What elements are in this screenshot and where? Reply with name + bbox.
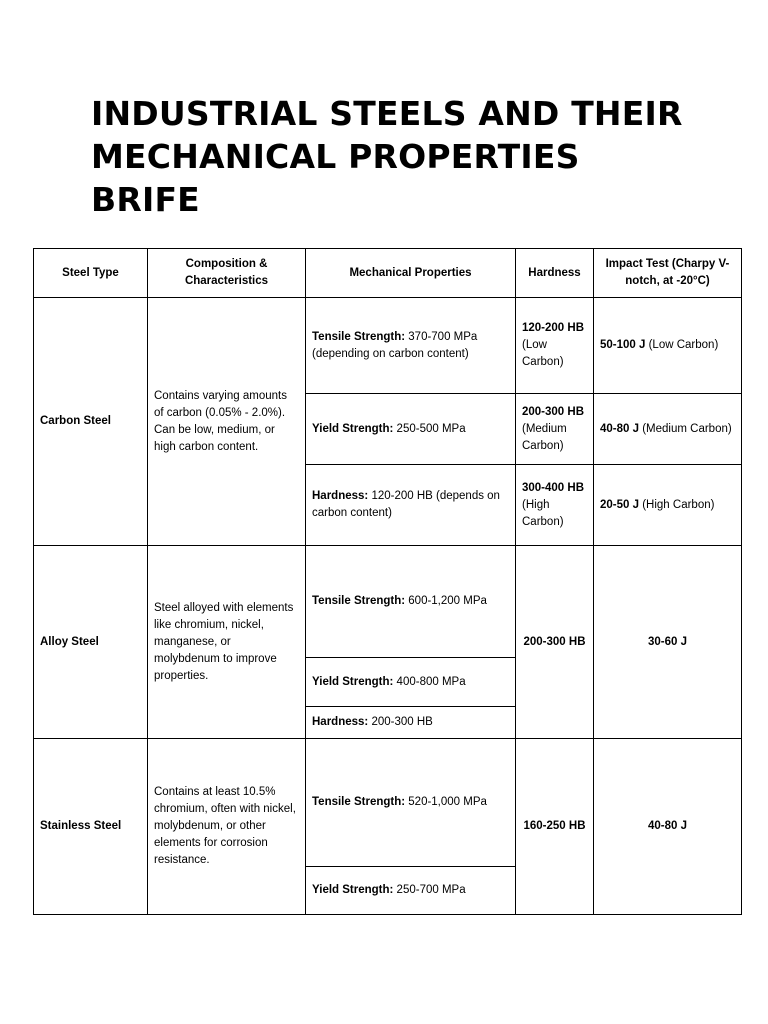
- mechanical-property-cell: [306, 658, 516, 707]
- impact-alloy: 30-60 J: [594, 546, 742, 739]
- mechanical-property-cell: [306, 465, 516, 546]
- mechanical-property-cell: [306, 739, 516, 867]
- composition-stainless: Contains at least 10.5% chromium, often with nickel, molybdenum, or other elements for corrosion resistance.: [148, 739, 306, 915]
- page-title: INDUSTRIAL STEELS AND THEIR MECHANICAL PROPERTIES BRIFE: [91, 94, 683, 219]
- hardness-note: (Low Carbon): [522, 339, 564, 368]
- mechanical-property-cell: [306, 546, 516, 658]
- hardness-note: (Medium Carbon): [522, 422, 567, 452]
- property-value: 250-500 MPa: [393, 422, 466, 435]
- steel-type-alloy: Alloy Steel: [34, 546, 148, 739]
- header-impact-test: Impact Test (Charpy V-notch, at -20°C): [594, 249, 742, 298]
- hardness-cell: [516, 465, 594, 546]
- impact-value: 50-100 J: [600, 339, 646, 351]
- hardness-cell: [516, 298, 594, 394]
- property-label: Tensile Strength:: [312, 796, 406, 808]
- hardness-value: 300-400 HB: [522, 481, 585, 494]
- table-row: [34, 739, 742, 867]
- hardness-cell: [516, 394, 594, 465]
- mechanical-property-cell: [306, 298, 516, 394]
- header-composition: Composition & Characteristics: [148, 249, 306, 298]
- mechanical-property-cell: [306, 707, 516, 739]
- property-value: 600-1,200 MPa: [405, 595, 487, 607]
- table-row: [34, 298, 742, 394]
- header-steel-type: Steel Type: [34, 249, 148, 298]
- hardness-value: 120-200 HB: [522, 322, 585, 334]
- mechanical-property-cell: [306, 394, 516, 465]
- composition-alloy: Steel alloyed with elements like chromium, nickel, manganese, or molybdenum to improve properties.: [148, 546, 306, 739]
- mechanical-property-cell: [306, 867, 516, 915]
- steel-properties-table: [33, 248, 742, 915]
- impact-value: 20-50 J: [600, 498, 640, 511]
- property-label: Yield Strength:: [312, 884, 394, 896]
- property-value: 400-800 MPa: [393, 675, 466, 688]
- steel-type-stainless: Stainless Steel: [34, 739, 148, 915]
- impact-cell: [594, 298, 742, 394]
- property-value: 200-300 HB: [368, 716, 433, 728]
- header-hardness: Hardness: [516, 249, 594, 298]
- impact-note: (Medium Carbon): [639, 422, 732, 435]
- hardness-alloy: 200-300 HB: [516, 546, 594, 739]
- table-row: [34, 546, 742, 658]
- hardness-note: (High Carbon): [522, 498, 564, 528]
- property-value: 250-700 MPa: [393, 884, 466, 896]
- composition-carbon: Contains varying amounts of carbon (0.05% - 2.0%). Can be low, medium, or high carbon content.: [148, 298, 306, 546]
- property-label: Hardness:: [312, 716, 369, 728]
- property-label: Tensile Strength:: [312, 330, 406, 343]
- property-value: 120-200 HB (depends on carbon content): [312, 490, 500, 519]
- impact-note: (Low Carbon): [645, 339, 719, 351]
- hardness-value: 200-300 HB: [522, 405, 585, 418]
- header-mechanical-properties: Mechanical Properties: [306, 249, 516, 298]
- hardness-stainless: 160-250 HB: [516, 739, 594, 915]
- impact-cell: [594, 394, 742, 465]
- impact-value: 40-80 J: [600, 422, 640, 435]
- property-label: Tensile Strength:: [312, 595, 406, 607]
- impact-stainless: 40-80 J: [594, 739, 742, 915]
- impact-cell: [594, 465, 742, 546]
- table-header-row: [34, 249, 742, 298]
- property-label: Hardness:: [312, 490, 369, 502]
- property-value: 370-700 MPa (depending on carbon content): [312, 330, 478, 360]
- property-value: 520-1,000 MPa: [405, 796, 487, 808]
- steel-type-carbon: Carbon Steel: [34, 298, 148, 546]
- impact-note: (High Carbon): [639, 498, 715, 511]
- property-label: Yield Strength:: [312, 422, 394, 435]
- property-label: Yield Strength:: [312, 675, 394, 688]
